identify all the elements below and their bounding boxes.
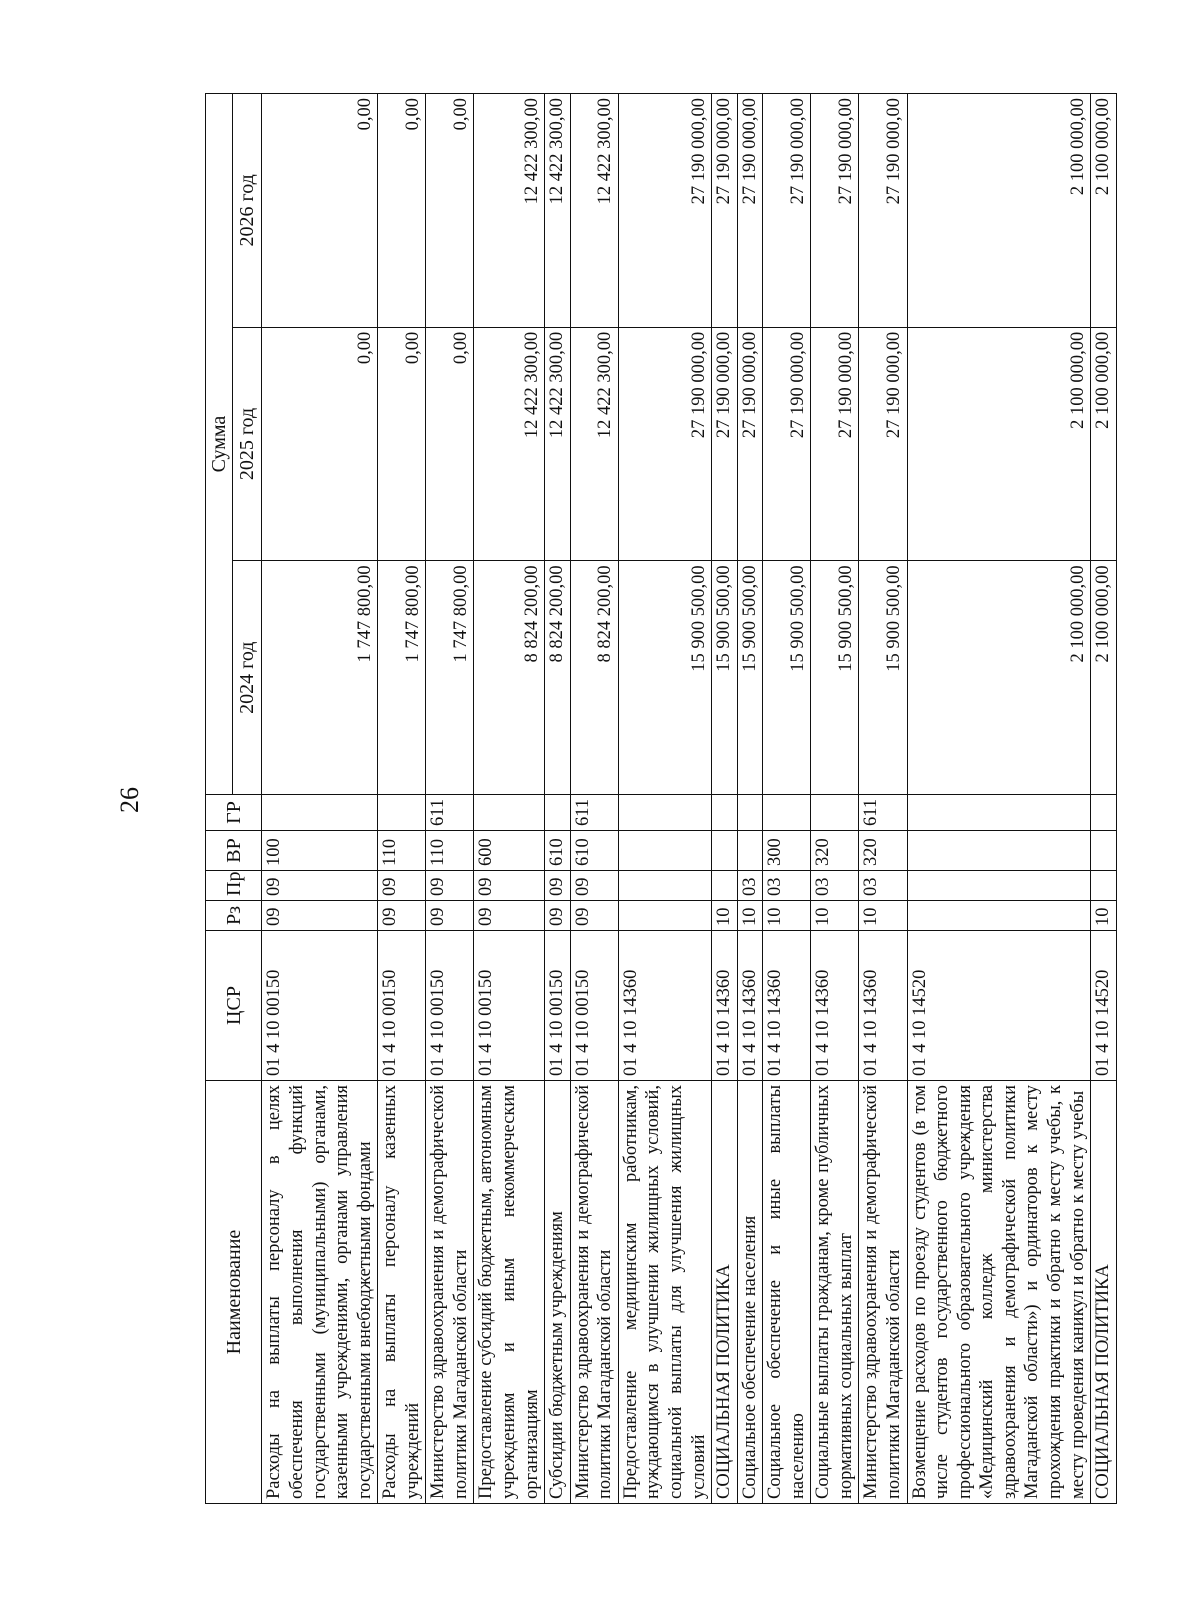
cell-y2024: 8 824 200,00 (474, 561, 545, 795)
cell-y2025: 27 190 000,00 (811, 327, 859, 561)
cell-csr: 01 4 10 00150 (474, 931, 545, 1081)
cell-name: Министерство здравоохранения и демографической политики Магаданской области (859, 1081, 907, 1504)
cell-y2024: 15 900 500,00 (712, 561, 738, 795)
budget-table (205, 93, 1117, 1504)
table-row (474, 94, 545, 1504)
cell-pr: 03 (737, 871, 763, 901)
cell-pr: 03 (859, 871, 907, 901)
cell-rz: 10 (712, 901, 738, 931)
cell-pr: 03 (763, 871, 811, 901)
cell-pr: 09 (474, 871, 545, 901)
cell-y2026: 27 190 000,00 (618, 94, 711, 328)
cell-y2025: 27 190 000,00 (763, 327, 811, 561)
table-row (712, 94, 738, 1504)
cell-rz: 10 (811, 901, 859, 931)
cell-csr: 01 4 10 14360 (811, 931, 859, 1081)
cell-y2024: 15 900 500,00 (618, 561, 711, 795)
cell-y2024: 1 747 800,00 (262, 561, 378, 795)
cell-rz: 10 (763, 901, 811, 931)
cell-rz: 10 (859, 901, 907, 931)
table-row (262, 94, 378, 1504)
cell-name: Социальное обеспечение населения (737, 1081, 763, 1504)
cell-gr: 611 (426, 795, 474, 831)
cell-y2026: 0,00 (378, 94, 426, 328)
cell-y2024: 2 100 000,00 (1091, 561, 1117, 795)
cell-y2026: 27 190 000,00 (763, 94, 811, 328)
table-row (763, 94, 811, 1504)
cell-y2025: 2 100 000,00 (907, 327, 1091, 561)
cell-y2024: 8 824 200,00 (545, 561, 571, 795)
cell-name: Социальное обеспечение и иные выплаты населению (763, 1081, 811, 1504)
cell-name: Субсидии бюджетным учреждениям (545, 1081, 571, 1504)
cell-y2025: 27 190 000,00 (737, 327, 763, 561)
table-row (907, 94, 1091, 1504)
cell-vr: 610 (545, 831, 571, 871)
cell-y2025: 12 422 300,00 (545, 327, 571, 561)
cell-y2024: 15 900 500,00 (859, 561, 907, 795)
cell-csr: 01 4 10 00150 (426, 931, 474, 1081)
cell-y2024: 15 900 500,00 (763, 561, 811, 795)
cell-y2024: 1 747 800,00 (378, 561, 426, 795)
cell-gr (378, 795, 426, 831)
table-body (262, 94, 1116, 1504)
cell-csr: 01 4 10 14360 (737, 931, 763, 1081)
cell-vr (618, 831, 711, 871)
cell-pr: 03 (811, 871, 859, 901)
table-row (618, 94, 711, 1504)
cell-y2025: 0,00 (426, 327, 474, 561)
cell-csr: 01 4 10 00150 (545, 931, 571, 1081)
cell-vr (907, 831, 1091, 871)
header-2024: 2024 год (233, 561, 262, 795)
cell-y2026: 12 422 300,00 (570, 94, 618, 328)
table-row (570, 94, 618, 1504)
cell-y2026: 0,00 (426, 94, 474, 328)
cell-csr: 01 4 10 14360 (763, 931, 811, 1081)
cell-y2025: 12 422 300,00 (570, 327, 618, 561)
cell-y2025: 0,00 (378, 327, 426, 561)
cell-gr (712, 795, 738, 831)
cell-y2024: 8 824 200,00 (570, 561, 618, 795)
header-name: Наименование (206, 1081, 262, 1504)
cell-pr: 09 (570, 871, 618, 901)
cell-name: Возмещение расходов по проезду студентов (в том числе студентов государственного бюджетного профессионального образовательного учреждения «Медицинский колледж министерства здравоохранения и демографической политики Магаданской области») и ординаторов к месту прохождения практики и обратно к месту учебы, к месту проведения каникул и обратно к месту учебы (907, 1081, 1091, 1504)
cell-gr (618, 795, 711, 831)
cell-csr: 01 4 10 14360 (712, 931, 738, 1081)
cell-gr (811, 795, 859, 831)
cell-y2026: 2 100 000,00 (1091, 94, 1117, 328)
header-gr: ГР (206, 795, 262, 831)
cell-rz: 09 (262, 901, 378, 931)
cell-rz (618, 901, 711, 931)
cell-name: Социальные выплаты гражданам, кроме публичных нормативных социальных выплат (811, 1081, 859, 1504)
cell-pr: 09 (378, 871, 426, 901)
cell-y2025: 12 422 300,00 (474, 327, 545, 561)
cell-vr: 110 (426, 831, 474, 871)
cell-name: СОЦИАЛЬНАЯ ПОЛИТИКА (1091, 1081, 1117, 1504)
table-row (545, 94, 571, 1504)
cell-pr (1091, 871, 1117, 901)
cell-vr: 100 (262, 831, 378, 871)
rotated-table-wrapper (205, 94, 1114, 1504)
cell-vr: 110 (378, 831, 426, 871)
cell-gr (474, 795, 545, 831)
cell-y2026: 27 190 000,00 (859, 94, 907, 328)
header-vr: ВР (206, 831, 262, 871)
header-pr: Пр (206, 871, 262, 901)
cell-y2026: 27 190 000,00 (737, 94, 763, 328)
cell-y2025: 27 190 000,00 (618, 327, 711, 561)
cell-vr (1091, 831, 1117, 871)
cell-gr (763, 795, 811, 831)
cell-pr (907, 871, 1091, 901)
header-2025: 2025 год (233, 327, 262, 561)
cell-y2025: 2 100 000,00 (1091, 327, 1117, 561)
cell-rz: 09 (570, 901, 618, 931)
table-row (1091, 94, 1117, 1504)
cell-vr: 610 (570, 831, 618, 871)
cell-pr (712, 871, 738, 901)
cell-pr (618, 871, 711, 901)
cell-csr: 01 4 10 14520 (907, 931, 1091, 1081)
cell-pr: 09 (262, 871, 378, 901)
cell-gr (262, 795, 378, 831)
header-2026: 2026 год (233, 94, 262, 328)
table-row (378, 94, 426, 1504)
cell-y2024: 1 747 800,00 (426, 561, 474, 795)
cell-y2025: 27 190 000,00 (859, 327, 907, 561)
table-row (859, 94, 907, 1504)
cell-name: Расходы на выплаты персоналу в целях обеспечения выполнения функций государственными (муниципальными) органами, казенными учреждениями, органами управления государственными внебюджетными фондами (262, 1081, 378, 1504)
cell-y2026: 2 100 000,00 (907, 94, 1091, 328)
header-csr: ЦСР (206, 931, 262, 1081)
cell-y2025: 27 190 000,00 (712, 327, 738, 561)
cell-vr: 320 (811, 831, 859, 871)
cell-y2026: 27 190 000,00 (712, 94, 738, 328)
table-row (737, 94, 763, 1504)
cell-rz: 10 (737, 901, 763, 931)
cell-name: СОЦИАЛЬНАЯ ПОЛИТИКА (712, 1081, 738, 1504)
cell-y2025: 0,00 (262, 327, 378, 561)
cell-vr: 320 (859, 831, 907, 871)
cell-y2024: 2 100 000,00 (907, 561, 1091, 795)
cell-pr: 09 (426, 871, 474, 901)
cell-name: Расходы на выплаты персоналу казенных учреждений (378, 1081, 426, 1504)
cell-gr (545, 795, 571, 831)
cell-name: Министерство здравоохранения и демографической политики Магаданской области (426, 1081, 474, 1504)
cell-gr (907, 795, 1091, 831)
page-number: 26 (115, 787, 144, 813)
cell-rz: 09 (378, 901, 426, 931)
cell-csr: 01 4 10 00150 (570, 931, 618, 1081)
table-row (811, 94, 859, 1504)
header-rz: Рз (206, 901, 262, 931)
cell-name: Предоставление медицинским работникам, нуждающимся в улучшении жилищных условий, социальной выплаты для улучшения жилищных условий (618, 1081, 711, 1504)
cell-vr: 300 (763, 831, 811, 871)
cell-gr: 611 (859, 795, 907, 831)
cell-gr (737, 795, 763, 831)
cell-rz: 10 (1091, 901, 1117, 931)
cell-pr: 09 (545, 871, 571, 901)
cell-csr: 01 4 10 14360 (618, 931, 711, 1081)
header-sum: Сумма (206, 94, 233, 795)
cell-y2026: 12 422 300,00 (474, 94, 545, 328)
cell-gr (1091, 795, 1117, 831)
cell-csr: 01 4 10 00150 (378, 931, 426, 1081)
cell-vr: 600 (474, 831, 545, 871)
cell-y2024: 15 900 500,00 (737, 561, 763, 795)
cell-rz: 09 (545, 901, 571, 931)
cell-csr: 01 4 10 14520 (1091, 931, 1117, 1081)
cell-rz: 09 (474, 901, 545, 931)
cell-y2024: 15 900 500,00 (811, 561, 859, 795)
cell-y2026: 12 422 300,00 (545, 94, 571, 328)
cell-vr (712, 831, 738, 871)
cell-csr: 01 4 10 14360 (859, 931, 907, 1081)
cell-name: Министерство здравоохранения и демографической политики Магаданской области (570, 1081, 618, 1504)
cell-rz: 09 (426, 901, 474, 931)
cell-vr (737, 831, 763, 871)
cell-y2026: 27 190 000,00 (811, 94, 859, 328)
cell-rz (907, 901, 1091, 931)
table-row (426, 94, 474, 1504)
cell-name: Предоставление субсидий бюджетным, автономным учреждениям и иным некоммерческим организациям (474, 1081, 545, 1504)
cell-gr: 611 (570, 795, 618, 831)
cell-y2026: 0,00 (262, 94, 378, 328)
cell-csr: 01 4 10 00150 (262, 931, 378, 1081)
